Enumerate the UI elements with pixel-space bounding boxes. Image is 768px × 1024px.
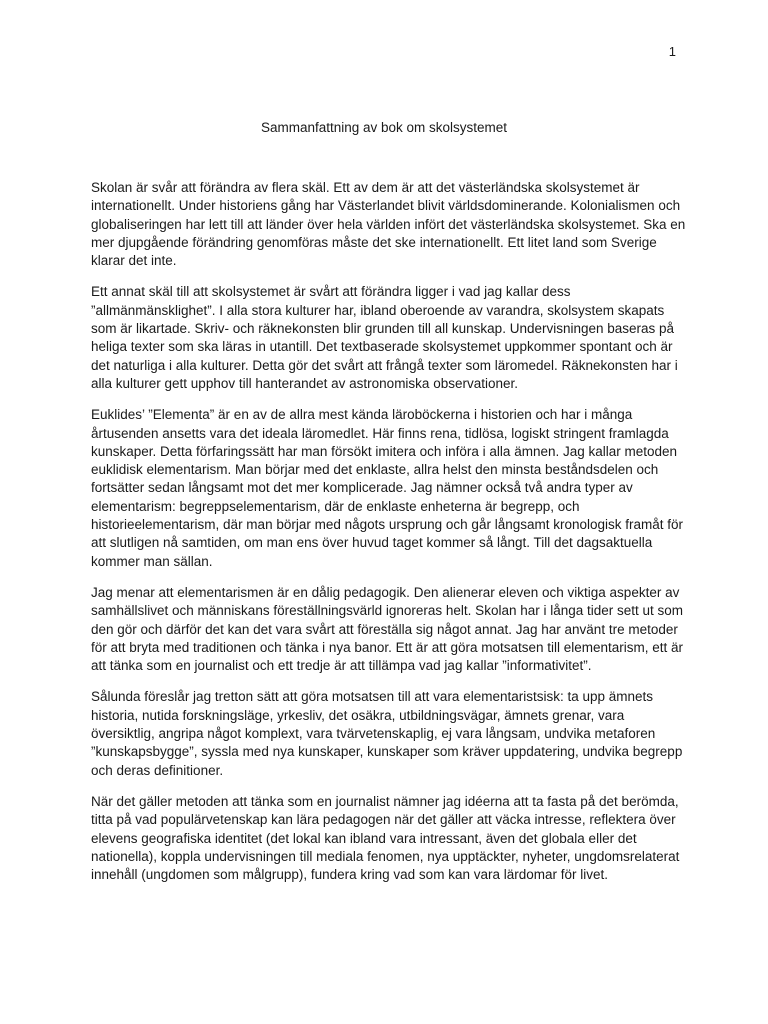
paragraph-4: Jag menar att elementarismen är en dålig pedagogik. Den alienerar eleven och viktiga aspekter av samhällslivet och människans föreställningsvärld ignoreras helt. Skolan har i långa tider sett ut som den gör och därför det kan det vara svårt att föreställa sig något annat. Jag har använt tre metoder för att bryta med traditionen och tänka i nya banor. Ett är att göra motsatsen till elementarism, ett är att tänka som en journalist och ett tredje är att tillämpa vad jag kallar ”informativitet”.	[91, 584, 684, 674]
paragraph-5: Sålunda föreslår jag tretton sätt att göra motsatsen till att vara elementaristsisk: ta upp ämnets historia, nutida forskningsläge, yrkesliv, det osäkra, utbildningsvägar, ämnets grenar, vara översiktlig, angripa något komplext, vara tvärvetenskaplig, ej vara långsam, undvika metaforen ”kunskapsbygge”, syssla med nya kunskaper, kunskaper som kräver uppdatering, undvika begrepp och deras definitioner.	[91, 689, 683, 778]
document-body	[91, 179, 691, 897]
paragraph-6: När det gäller metoden att tänka som en journalist nämner jag idéerna att ta fasta på det berömda, titta på vad populärvetenskap kan lära pedagogen när det gäller att väcka intresse, reflektera över elevens geografiska identitet (det lokal kan ibland vara intressant, även det globala eller det nationella), koppla undervisningen till mediala fenomen, nya upptäckter, nyheter, ungdomsrelaterat innehåll (ungdomen som målgrupp), fundera kring vad som kan vara lärdomar för livet.	[91, 793, 680, 883]
paragraph-3: Euklides’ ”Elementa” är en av de allra mest kända läroböckerna i historien och har i många årtusenden ansetts vara det ideala läromedlet. Här finns rena, tidlösa, logiskt stringent framlagda kunskaper. Detta förfaringssätt har man försökt imitera och införa i alla ämnen. Jag kallar metoden euklidisk elementarism. Man börjar med det enklaste, allra helst den minsta beståndsdelen och fortsätter sedan långsamt mot det mer komplicerade. Jag nämner också två andra typer av elementarism: begreppselementarism, där de enklaste enheterna är begrepp, och historieelementarism, där man börjar med någots ursprung och går långsamt kronologisk framåt för att slutligen nå samtiden, om man ens över huvud taget kommer så långt. Till det dagsaktuella kommer man sällan.	[91, 407, 684, 569]
paragraph-2: Ett annat skäl till att skolsystemet är svårt att förändra ligger i vad jag kallar dess ”allmänmänsklighet”. I alla stora kulturer har, ibland oberoende av varandra, skolsystem skapats som är likartade. Skriv- och räknekonsten blir grunden till all kunskap. Undervisningen baseras på heliga texter som ska läras in utantill. Det textbaserade skolsystemet uppkommer spontant och är det naturliga i alla kulturer. Detta gör det svårt att frångå texter som läromedel. Räknekonsten har i alla kulturer gett upphov till hanterandet av astronomiska observationer.	[91, 284, 678, 391]
page-number: 1	[668, 44, 676, 59]
document-title: Sammanfattning av bok om skolsystemet	[260, 120, 508, 135]
paragraph-1: Skolan är svår att förändra av flera skäl. Ett av dem är att det västerländska skolsystemet är internationellt. Under historiens gång har Västerlandet blivit världsdominerande. Kolonialismen och globaliseringen har lett till att länder över hela världen infört det västerländska skolsystemet. Ska en mer djupgående förändring genomföras måste det ske internationellt. Ett litet land som Sverige klarar det inte.	[91, 180, 686, 269]
